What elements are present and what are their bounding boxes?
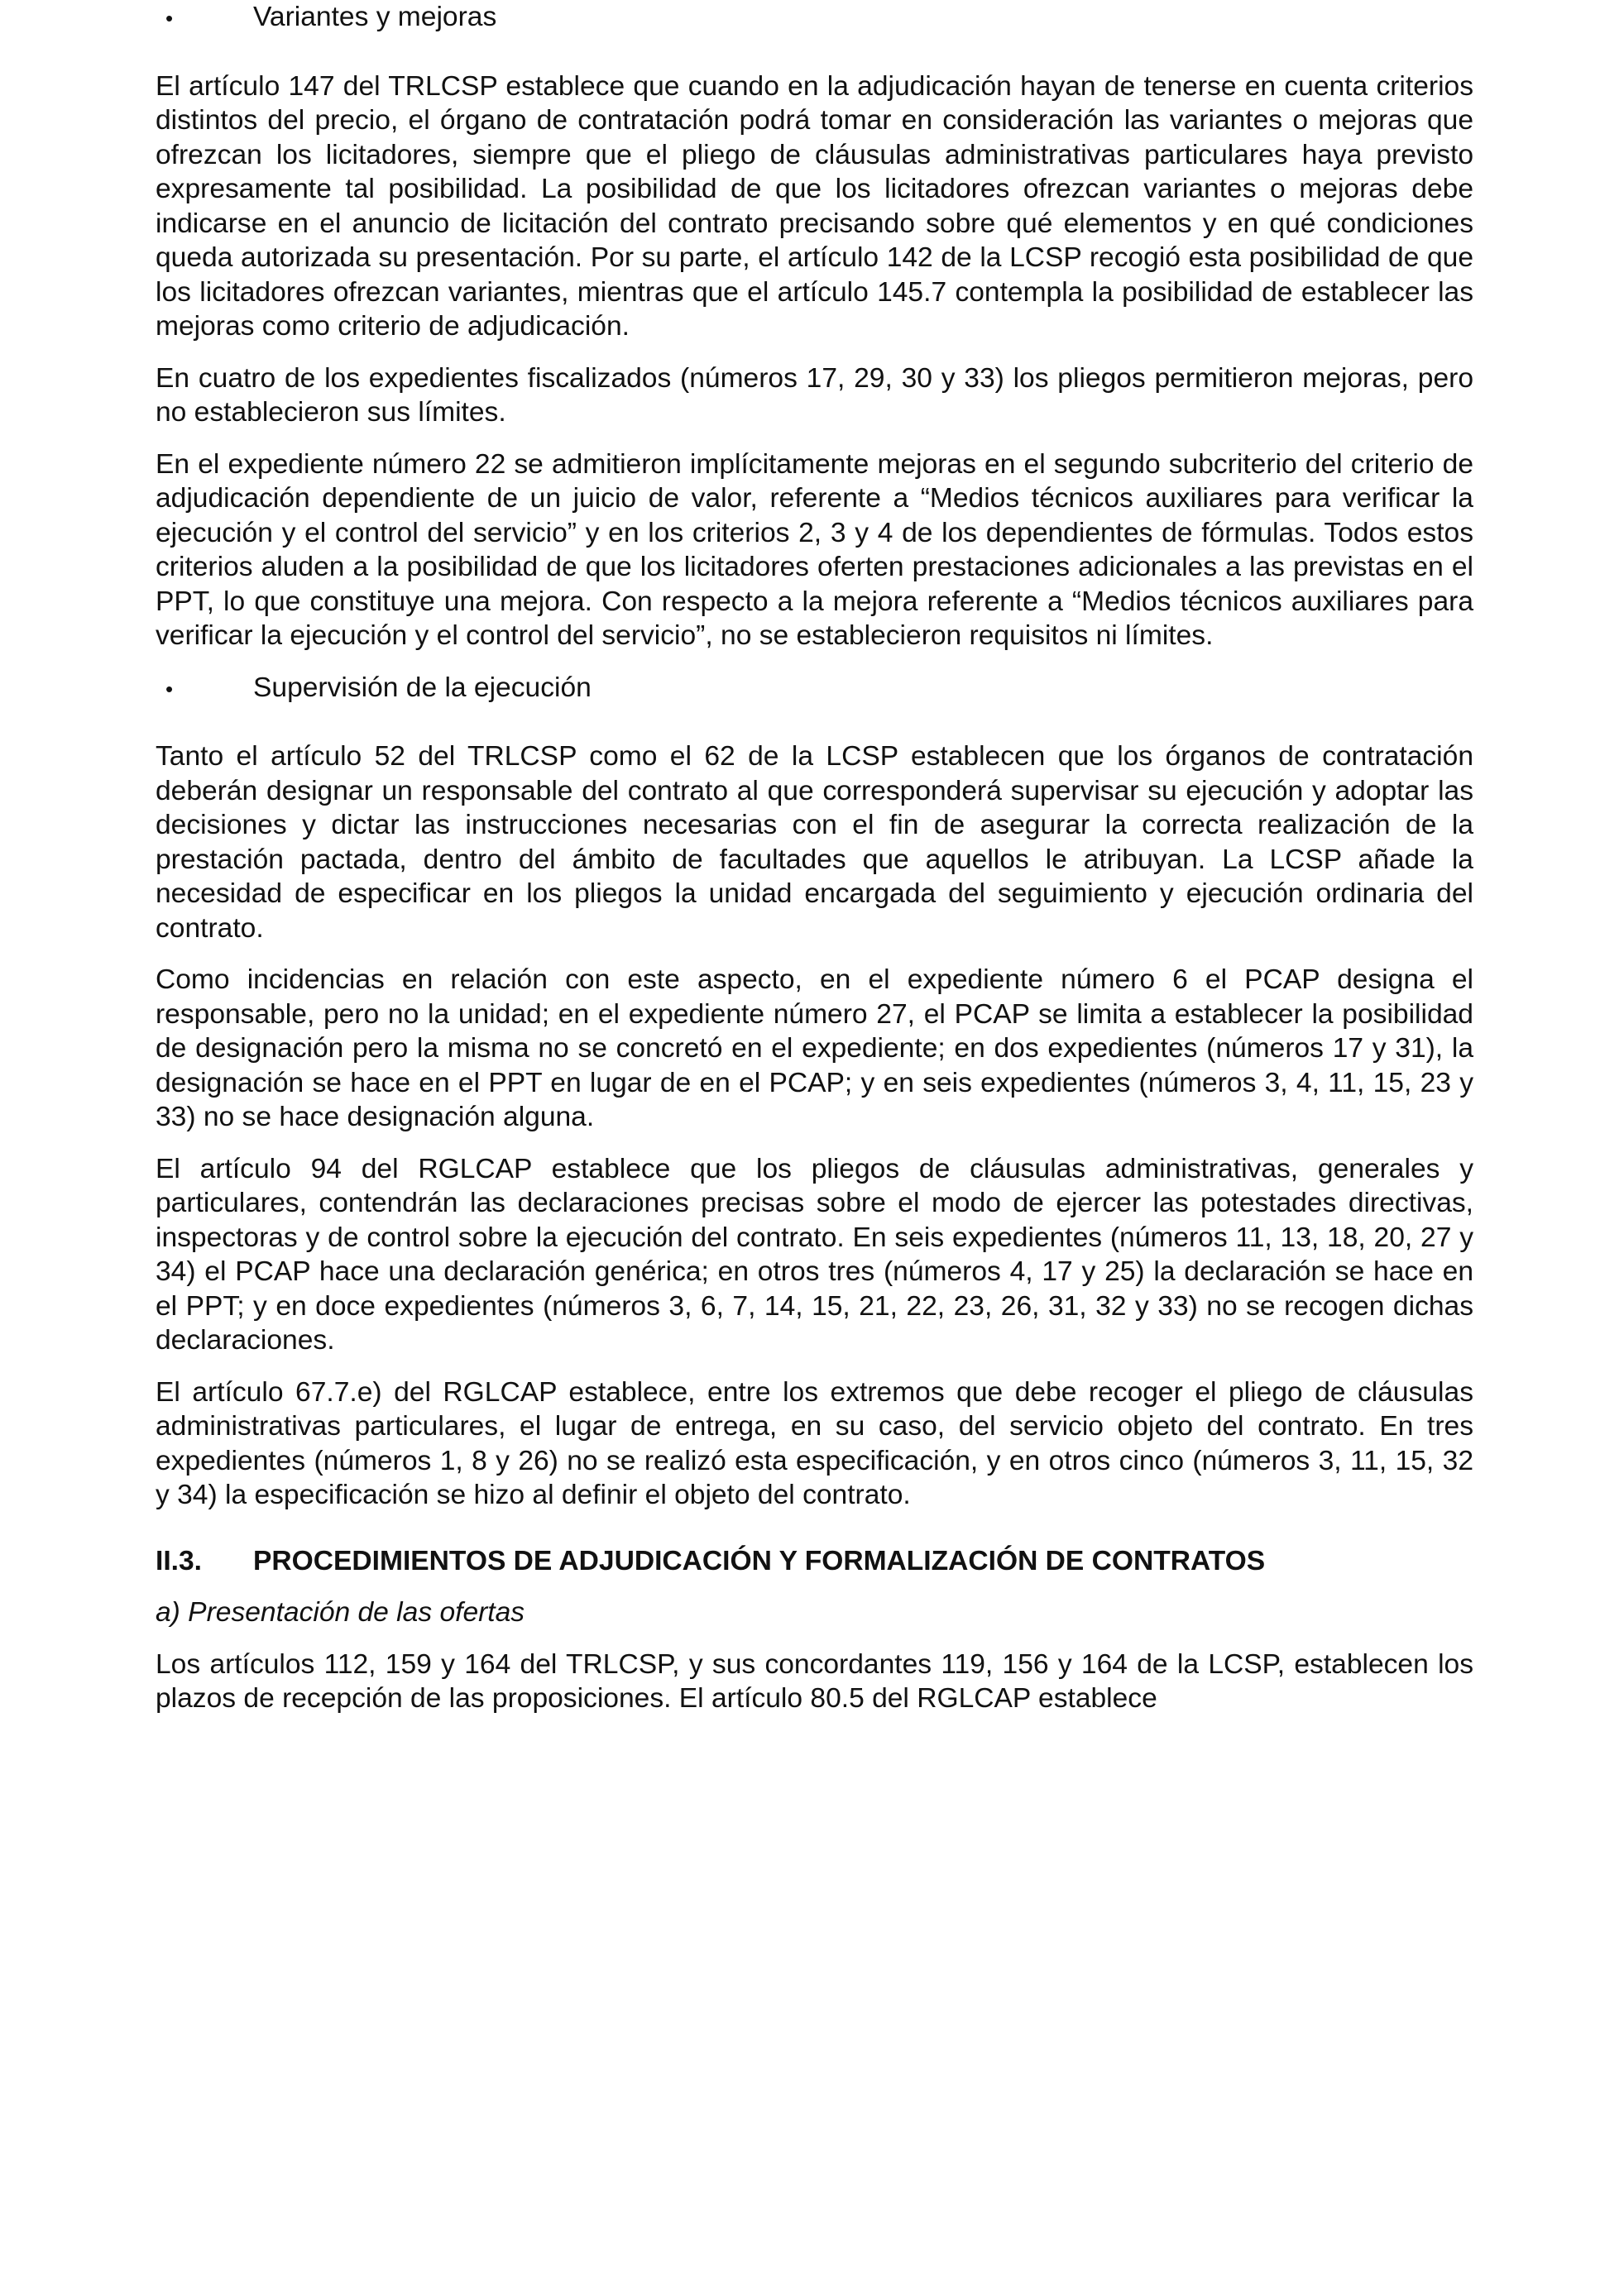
paragraph-articulos-112: Los artículos 112, 159 y 164 del TRLCSP, y sus concordantes 119, 156 y 164 de la LCSP, establecen los plazos de recepción de las proposiciones. El artículo 80.5 del RGLCAP establece xyxy=(156,1648,1473,1714)
bullet-variantes xyxy=(156,0,1473,36)
paragraph-articulo-52: Tanto el artículo 52 del TRLCSP como el 62 de la LCSP establecen que los órganos de contratación deberán designar un responsable del contrato al que corresponderá supervisar su ejecución y adoptar las decisiones y dictar las instrucciones necesarias con el fin de asegurar la correcta realización de la prestación pactada, dentro del ámbito de facultades que aquellos le atribuyan. La LCSP añade la necesidad de especificar en los pliegos la unidad encargada del seguimiento y ejecución ordinaria del contrato. xyxy=(156,741,1473,944)
section-title: PROCEDIMIENTOS DE ADJUDICACIÓN Y FORMALIZACIÓN DE CONTRATOS xyxy=(253,1545,1266,1576)
paragraph-expediente-22: En el expediente número 22 se admitieron implícitamente mejoras en el segundo subcriterio del criterio de adjudicación dependiente de un juicio de valor, referente a “Medios técnicos auxiliares para verificar la ejecución y el control del servicio” y en los criterios 2, 3 y 4 de los dependientes de fórmulas. Todos estos criterios aluden a la posibilidad de que los licitadores oferten prestaciones adicionales a las previstas en el PPT, lo que constituye una mejora. Con respecto a la mejora referente a “Medios técnicos auxiliares para verificar la ejecución y el control del servicio”, no se establecieron requisitos ni límites. xyxy=(156,448,1473,651)
section-number: II.3. xyxy=(156,1545,202,1576)
page-content xyxy=(156,0,1473,1716)
bullet-label-variantes: Variantes y mejoras xyxy=(253,2,497,32)
paragraph-articulo-94: El artículo 94 del RGLCAP establece que los pliegos de cláusulas administrativas, generales y particulares, contendrán las declaraciones precisas sobre el modo de ejercer las potestades directivas, inspectoras y de control sobre la ejecución del contrato. En seis expedientes (números 11, 13, 18, 20, 27 y 34) el PCAP hace una declaración genérica; en otros tres (números 4, 17 y 25) la declaración se hace en el PPT; y en doce expedientes (números 3, 6, 7, 14, 15, 21, 22, 23, 26, 31, 32 y 33) no se recogen dichas declaraciones. xyxy=(156,1153,1473,1356)
paragraph-cuatro-expedientes: En cuatro de los expedientes fiscalizados (números 17, 29, 30 y 33) los pliegos permitieron mejoras, pero no establecieron sus límites. xyxy=(156,362,1473,428)
paragraph-articulo-147: El artículo 147 del TRLCSP establece que cuando en la adjudicación hayan de tenerse en cuenta criterios distintos del precio, el órgano de contratación podrá tomar en consideración las variantes o mejoras que ofrezcan los licitadores, siempre que el pliego de cláusulas administrativas particulares haya previsto expresamente tal posibilidad. La posibilidad de que los licitadores ofrezcan variantes o mejoras debe indicarse en el anuncio de licitación del contrato precisando sobre qué elementos y en qué condiciones queda autorizada su presentación. Por su parte, el artículo 142 de la LCSP recogió esta posibilidad de que los licitadores ofrezcan variantes, mientras que el artículo 145.7 contempla la posibilidad de establecer las mejoras como criterio de adjudicación. xyxy=(156,70,1473,342)
bullet-marker: • xyxy=(165,676,174,701)
paragraph-incidencias: Como incidencias en relación con este aspecto, en el expediente número 6 el PCAP designa el responsable, pero no la unidad; en el expediente número 27, el PCAP se limita a establecer la posibilidad de designación pero la misma no se concretó en el expediente; en dos expedientes (números 17 y 31), la designación se hace en el PPT en lugar de en el PCAP; y en seis expedientes (números 3, 4, 11, 15, 23 y 33) no se hace designación alguna. xyxy=(156,964,1473,1132)
subsection-presentacion-ofertas: a) Presentación de las ofertas xyxy=(156,1597,525,1628)
paragraph-articulo-67: El artículo 67.7.e) del RGLCAP establece, entre los extremos que debe recoger el pliego de cláusulas administrativas particulares, el lugar de entrega, en su caso, del servicio objeto del contrato. En tres expedientes (números 1, 8 y 26) no se realizó esta especificación, y en otros cinco (números 3, 11, 15, 32 y 34) la especificación se hizo al definir el objeto del contrato. xyxy=(156,1376,1473,1510)
bullet-marker: • xyxy=(165,6,174,31)
bullet-supervision xyxy=(156,671,1473,707)
section-heading-ii3 xyxy=(156,1544,1473,1579)
bullet-label-supervision: Supervisión de la ejecución xyxy=(253,672,592,703)
